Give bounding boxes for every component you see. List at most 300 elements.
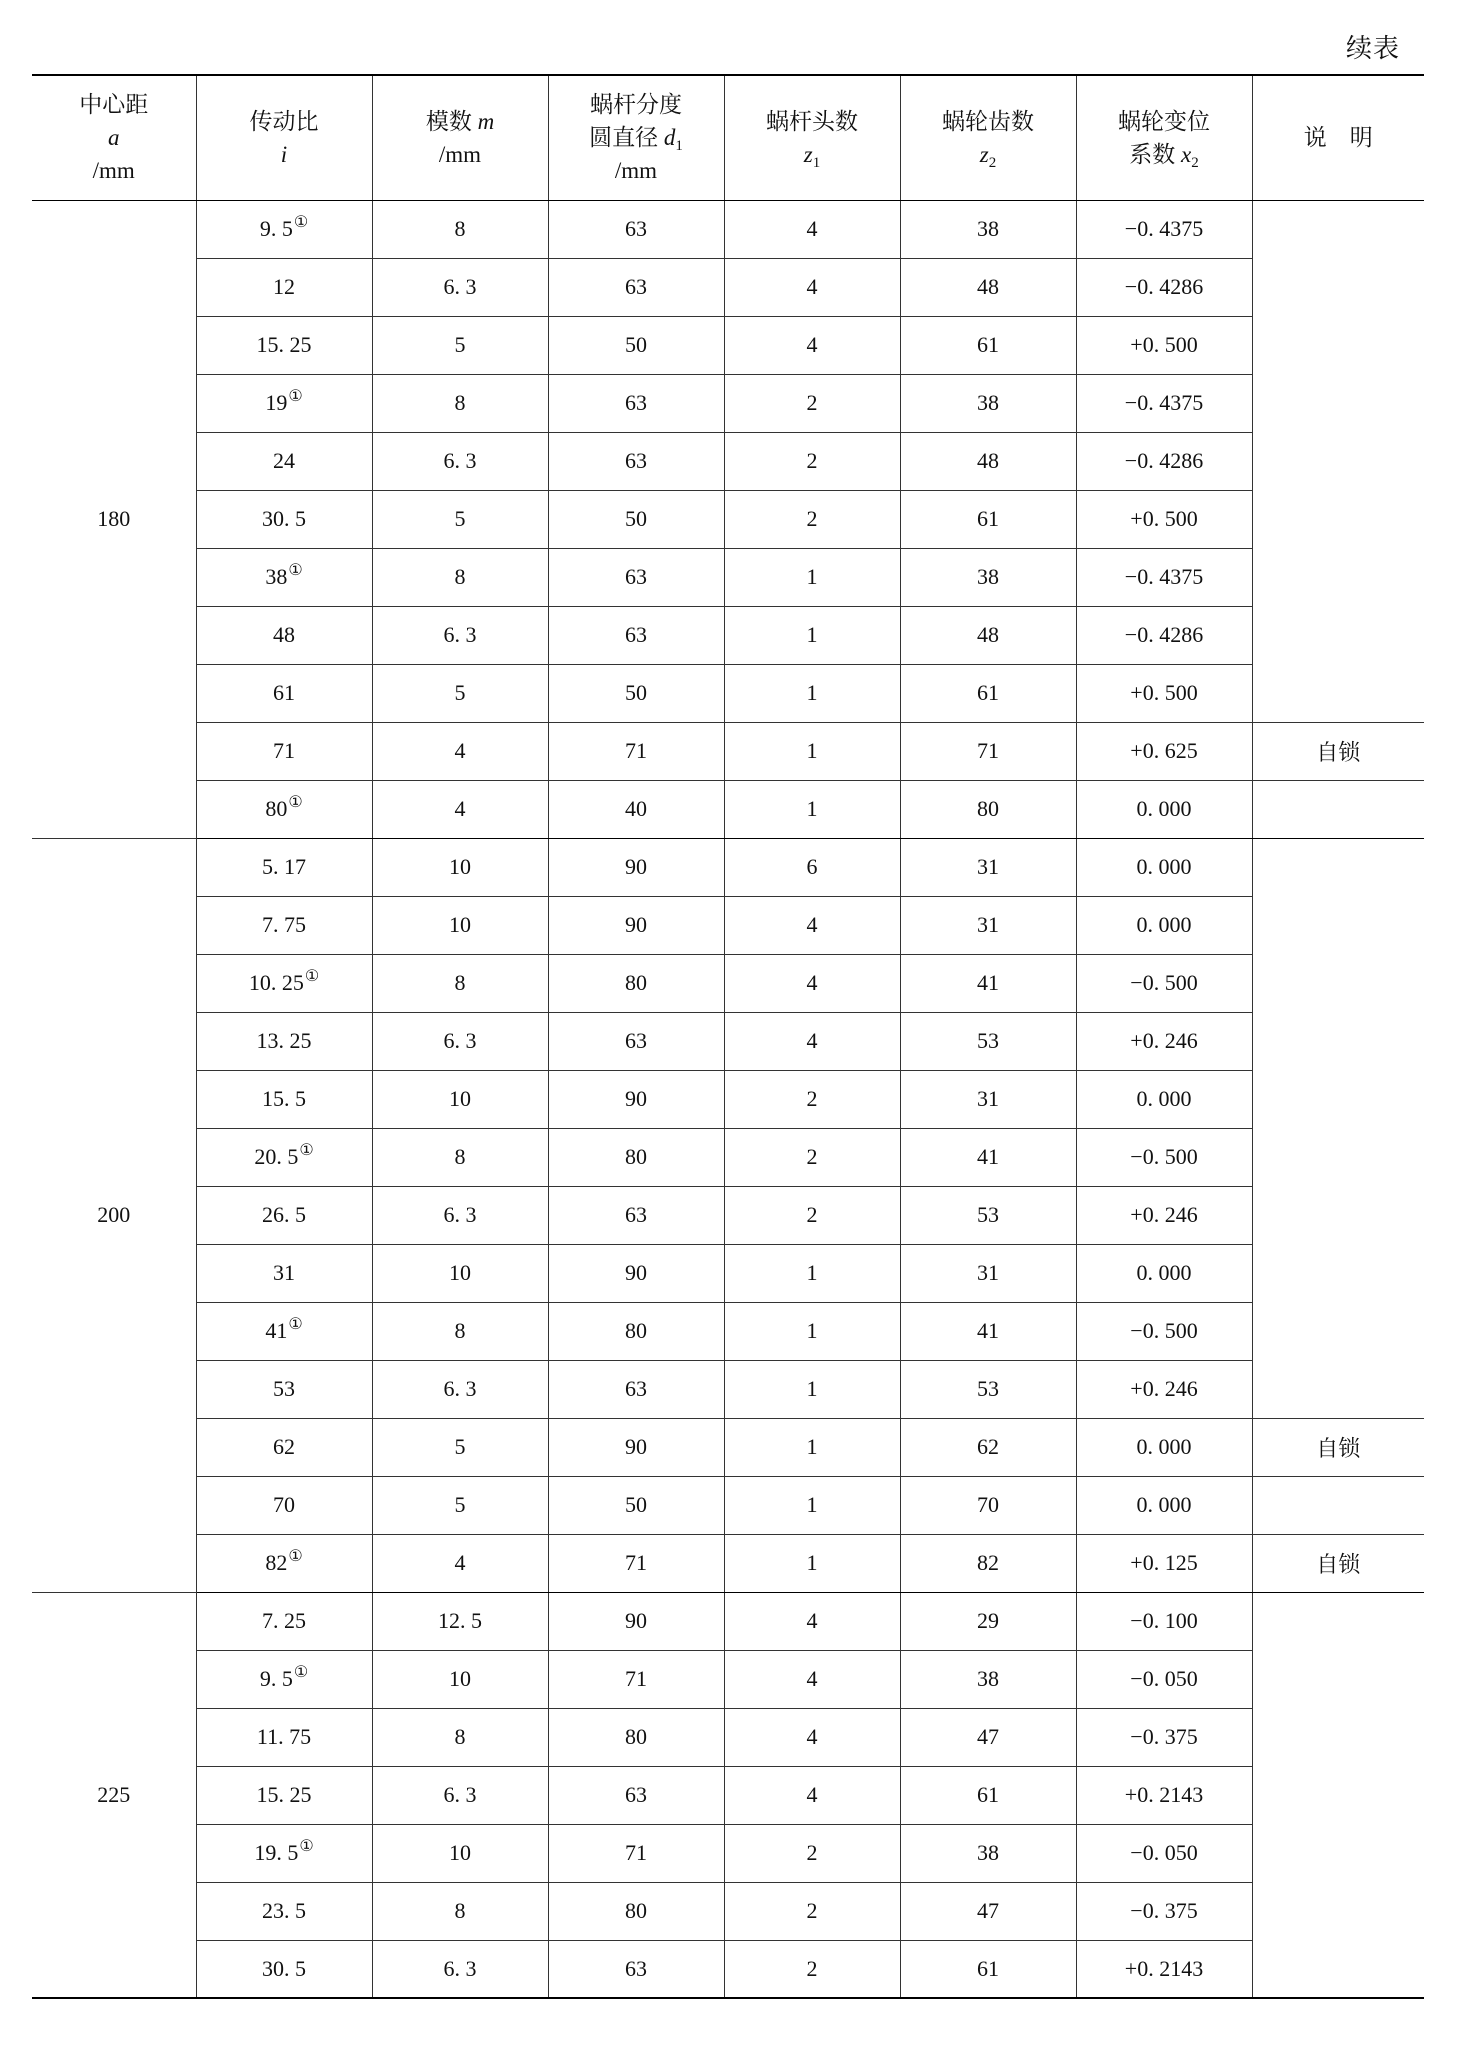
ratio-cell-value: 26. 5 xyxy=(262,1202,306,1227)
teeth-cell xyxy=(900,1824,1076,1882)
ratio-cell-value: 15. 5 xyxy=(262,1086,306,1111)
diameter-cell-value: 63 xyxy=(625,1955,647,1981)
diameter-cell xyxy=(548,548,724,606)
teeth-cell xyxy=(900,1186,1076,1244)
ratio-cell xyxy=(196,1360,372,1418)
starts-cell-value: 2 xyxy=(806,1202,818,1227)
starts-cell xyxy=(724,1476,900,1534)
footnote-mark: ① xyxy=(288,1316,303,1333)
teeth-cell xyxy=(900,200,1076,258)
module-cell-value: 10 xyxy=(449,1666,471,1691)
footnote-mark: ① xyxy=(304,968,320,985)
footnote-mark: ① xyxy=(288,388,303,405)
table-row xyxy=(32,1592,1424,1650)
table-row xyxy=(32,780,1424,838)
shift-cell-value: +0. 246 xyxy=(1130,1028,1198,1053)
shift-cell xyxy=(1076,1766,1252,1824)
shift-cell xyxy=(1076,664,1252,722)
diameter-cell xyxy=(548,664,724,722)
starts-cell xyxy=(724,606,900,664)
table-row xyxy=(32,954,1424,1012)
teeth-cell-value: 29 xyxy=(977,1608,999,1633)
starts-cell-value: 2 xyxy=(806,448,818,473)
diameter-cell-value: 80 xyxy=(625,1318,647,1343)
teeth-cell-value: 48 xyxy=(977,622,999,647)
ratio-cell xyxy=(196,606,372,664)
shift-cell-value: −0. 375 xyxy=(1130,1898,1198,1923)
footnote-mark: ① xyxy=(293,1664,309,1681)
continued-table-caption: 续表 xyxy=(1345,34,1400,63)
teeth-cell-value: 47 xyxy=(977,1724,999,1749)
module-cell-value: 8 xyxy=(454,1898,466,1923)
ratio-cell-value: 31 xyxy=(273,1260,295,1285)
module-cell xyxy=(372,374,548,432)
starts-cell-value: 2 xyxy=(806,1898,818,1923)
ratio-cell xyxy=(196,1476,372,1534)
diameter-cell xyxy=(548,1766,724,1824)
shift-cell-value: +0. 246 xyxy=(1130,1202,1198,1227)
teeth-cell xyxy=(900,1592,1076,1650)
module-cell-value: 8 xyxy=(454,1318,466,1343)
starts-cell xyxy=(724,1302,900,1360)
shift-cell-value: 0. 000 xyxy=(1136,1260,1192,1285)
table-row xyxy=(32,1186,1424,1244)
diameter-cell xyxy=(548,896,724,954)
teeth-cell xyxy=(900,1882,1076,1940)
table-row xyxy=(32,316,1424,374)
diameter-cell-value: 63 xyxy=(625,1782,647,1807)
module-cell-value: 6. 3 xyxy=(443,1028,477,1053)
starts-cell xyxy=(724,896,900,954)
shift-cell xyxy=(1076,258,1252,316)
ratio-cell xyxy=(196,1882,372,1940)
teeth-cell xyxy=(900,780,1076,838)
module-cell-value: 6. 3 xyxy=(443,1202,477,1227)
teeth-cell xyxy=(900,1766,1076,1824)
header-remark: 说 明 xyxy=(1252,75,1424,200)
module-cell xyxy=(372,1824,548,1882)
ratio-cell xyxy=(196,432,372,490)
shift-cell-value: +0. 500 xyxy=(1130,332,1198,357)
shift-cell xyxy=(1076,200,1252,258)
diameter-cell xyxy=(548,1128,724,1186)
center-distance-cell: 180 xyxy=(32,200,196,838)
ratio-cell xyxy=(196,1824,372,1882)
ratio-cell-value: 48 xyxy=(273,622,295,647)
module-cell xyxy=(372,1534,548,1592)
starts-cell xyxy=(724,432,900,490)
teeth-cell xyxy=(900,1302,1076,1360)
ratio-cell xyxy=(196,780,372,838)
module-cell xyxy=(372,780,548,838)
ratio-cell-value: 9. 5 xyxy=(259,1666,293,1691)
shift-cell-value: 0. 000 xyxy=(1136,912,1192,937)
remark-cell xyxy=(1252,838,1424,1418)
starts-cell-value: 1 xyxy=(806,622,818,647)
module-cell xyxy=(372,722,548,780)
diameter-cell-value: 50 xyxy=(625,506,647,531)
teeth-cell-value: 70 xyxy=(977,1492,999,1517)
shift-cell-value: −0. 375 xyxy=(1130,1724,1198,1749)
module-cell-value: 5 xyxy=(454,1492,466,1517)
diameter-cell-value: 90 xyxy=(625,912,647,937)
shift-cell xyxy=(1076,432,1252,490)
diameter-cell-value: 80 xyxy=(625,1724,647,1749)
teeth-cell xyxy=(900,722,1076,780)
table-row xyxy=(32,200,1424,258)
diameter-cell xyxy=(548,200,724,258)
ratio-cell xyxy=(196,664,372,722)
diameter-cell xyxy=(548,1650,724,1708)
starts-cell xyxy=(724,1766,900,1824)
starts-cell-value: 2 xyxy=(806,1955,818,1981)
table-row xyxy=(32,1476,1424,1534)
diameter-cell-value: 80 xyxy=(625,1898,647,1923)
diameter-cell-value: 63 xyxy=(625,1376,647,1401)
diameter-cell xyxy=(548,1592,724,1650)
shift-cell-value: 0. 000 xyxy=(1136,854,1192,879)
diameter-cell-value: 63 xyxy=(625,1202,647,1227)
shift-cell-value: +0. 500 xyxy=(1130,680,1198,705)
shift-cell xyxy=(1076,606,1252,664)
ratio-cell xyxy=(196,954,372,1012)
module-cell xyxy=(372,606,548,664)
starts-cell xyxy=(724,1360,900,1418)
ratio-cell-value: 71 xyxy=(273,738,295,763)
module-cell xyxy=(372,954,548,1012)
ratio-cell-value: 61 xyxy=(273,680,295,705)
shift-cell-value: −0. 100 xyxy=(1130,1608,1198,1633)
diameter-cell xyxy=(548,1244,724,1302)
starts-cell xyxy=(724,1708,900,1766)
teeth-cell xyxy=(900,606,1076,664)
starts-cell-value: 2 xyxy=(806,390,818,415)
ratio-cell xyxy=(196,1418,372,1476)
teeth-cell-value: 38 xyxy=(977,390,999,415)
module-cell xyxy=(372,1128,548,1186)
module-cell xyxy=(372,548,548,606)
diameter-cell xyxy=(548,606,724,664)
diameter-cell xyxy=(548,490,724,548)
diameter-cell-value: 90 xyxy=(625,1434,647,1459)
diameter-cell xyxy=(548,432,724,490)
teeth-cell-value: 38 xyxy=(977,1666,999,1691)
diameter-cell xyxy=(548,258,724,316)
remark-cell: 自锁 xyxy=(1252,1418,1424,1476)
ratio-cell xyxy=(196,1534,372,1592)
remark-cell: 自锁 xyxy=(1252,1534,1424,1592)
module-cell-value: 10 xyxy=(449,854,471,879)
center-distance-cell: 200 xyxy=(32,838,196,1592)
starts-cell xyxy=(724,1012,900,1070)
module-cell xyxy=(372,664,548,722)
shift-cell xyxy=(1076,1302,1252,1360)
header-worm-starts: 蜗杆头数 $z_1$ xyxy=(724,75,900,200)
starts-cell-value: 1 xyxy=(806,1376,818,1401)
ratio-cell xyxy=(196,1186,372,1244)
module-cell xyxy=(372,1940,548,1998)
module-cell-value: 10 xyxy=(449,1840,471,1865)
footnote-mark: ① xyxy=(288,794,303,811)
teeth-cell-value: 31 xyxy=(977,854,999,879)
teeth-cell xyxy=(900,1708,1076,1766)
module-cell xyxy=(372,432,548,490)
module-cell-value: 8 xyxy=(454,1724,466,1749)
header-ratio: 传动比 i xyxy=(196,75,372,200)
header-wheel-teeth: 蜗轮齿数 $z_2$ xyxy=(900,75,1076,200)
ratio-cell-value: 12 xyxy=(273,274,295,299)
ratio-cell xyxy=(196,722,372,780)
module-cell-value: 6. 3 xyxy=(443,274,477,299)
teeth-cell xyxy=(900,316,1076,374)
shift-cell xyxy=(1076,1244,1252,1302)
starts-cell xyxy=(724,1244,900,1302)
module-cell-value: 8 xyxy=(454,390,466,415)
table-row xyxy=(32,1070,1424,1128)
module-cell-value: 5 xyxy=(454,332,466,357)
starts-cell xyxy=(724,1128,900,1186)
shift-cell-value: −0. 050 xyxy=(1130,1666,1198,1691)
starts-cell xyxy=(724,1592,900,1650)
starts-cell xyxy=(724,664,900,722)
ratio-cell xyxy=(196,1244,372,1302)
shift-cell xyxy=(1076,954,1252,1012)
shift-cell-value: −0. 500 xyxy=(1130,1144,1198,1169)
teeth-cell xyxy=(900,1360,1076,1418)
diameter-cell-value: 63 xyxy=(625,274,647,299)
module-cell-value: 4 xyxy=(454,738,466,763)
starts-cell-value: 1 xyxy=(806,738,818,763)
table-row xyxy=(32,1534,1424,1592)
module-cell xyxy=(372,316,548,374)
table-row xyxy=(32,1882,1424,1940)
shift-cell xyxy=(1076,1708,1252,1766)
ratio-cell-value: 70 xyxy=(273,1492,295,1517)
module-cell xyxy=(372,1882,548,1940)
header-worm-diameter: 蜗杆分度 圆直径 $d_1$ /mm xyxy=(548,75,724,200)
diameter-cell-value: 63 xyxy=(625,216,647,241)
starts-cell xyxy=(724,200,900,258)
shift-cell-value: 0. 000 xyxy=(1136,1492,1192,1517)
starts-cell xyxy=(724,490,900,548)
table-row xyxy=(32,896,1424,954)
ratio-cell xyxy=(196,200,372,258)
module-cell-value: 4 xyxy=(454,1550,466,1575)
table-row xyxy=(32,548,1424,606)
ratio-cell xyxy=(196,1302,372,1360)
starts-cell-value: 1 xyxy=(806,1260,818,1285)
module-cell-value: 8 xyxy=(454,970,466,995)
starts-cell xyxy=(724,1186,900,1244)
starts-cell xyxy=(724,374,900,432)
module-cell-value: 8 xyxy=(454,564,466,589)
diameter-cell-value: 80 xyxy=(625,1144,647,1169)
ratio-cell xyxy=(196,258,372,316)
teeth-cell xyxy=(900,490,1076,548)
teeth-cell-value: 61 xyxy=(977,1782,999,1807)
ratio-cell xyxy=(196,838,372,896)
teeth-cell-value: 53 xyxy=(977,1028,999,1053)
ratio-cell-value: 30. 5 xyxy=(262,1955,306,1981)
starts-cell xyxy=(724,1824,900,1882)
ratio-cell-value: 41 xyxy=(265,1318,288,1343)
ratio-cell xyxy=(196,1592,372,1650)
starts-cell-value: 2 xyxy=(806,1144,818,1169)
shift-cell xyxy=(1076,838,1252,896)
teeth-cell-value: 48 xyxy=(977,274,999,299)
shift-cell xyxy=(1076,1592,1252,1650)
diameter-cell-value: 63 xyxy=(625,390,647,415)
teeth-cell-value: 48 xyxy=(977,448,999,473)
table-row xyxy=(32,606,1424,664)
shift-cell-value: +0. 125 xyxy=(1130,1550,1198,1575)
teeth-cell-value: 61 xyxy=(977,332,999,357)
diameter-cell xyxy=(548,1302,724,1360)
worm-gear-parameter-table xyxy=(32,74,1424,1999)
ratio-cell xyxy=(196,1940,372,1998)
diameter-cell xyxy=(548,722,724,780)
starts-cell-value: 4 xyxy=(806,332,818,357)
diameter-cell xyxy=(548,1012,724,1070)
teeth-cell xyxy=(900,548,1076,606)
diameter-cell-value: 63 xyxy=(625,1028,647,1053)
starts-cell-value: 1 xyxy=(806,1434,818,1459)
diameter-cell-value: 90 xyxy=(625,1086,647,1111)
ratio-cell-value: 24 xyxy=(273,448,295,473)
teeth-cell xyxy=(900,954,1076,1012)
diameter-cell xyxy=(548,1476,724,1534)
module-cell xyxy=(372,1418,548,1476)
table-row xyxy=(32,1012,1424,1070)
ratio-cell-value: 9. 5 xyxy=(259,216,293,241)
shift-cell xyxy=(1076,1534,1252,1592)
starts-cell-value: 1 xyxy=(806,1318,818,1343)
table-row xyxy=(32,1766,1424,1824)
diameter-cell xyxy=(548,1186,724,1244)
module-cell-value: 10 xyxy=(449,1086,471,1111)
shift-cell-value: −0. 500 xyxy=(1130,970,1198,995)
starts-cell-value: 4 xyxy=(806,912,818,937)
shift-cell xyxy=(1076,1418,1252,1476)
table-body xyxy=(32,200,1424,1998)
teeth-cell xyxy=(900,258,1076,316)
diameter-cell-value: 63 xyxy=(625,564,647,589)
diameter-cell-value: 90 xyxy=(625,1260,647,1285)
remark-cell xyxy=(1252,1476,1424,1534)
module-cell xyxy=(372,896,548,954)
ratio-cell xyxy=(196,316,372,374)
table-row xyxy=(32,1128,1424,1186)
starts-cell xyxy=(724,548,900,606)
starts-cell-value: 2 xyxy=(806,506,818,531)
shift-cell xyxy=(1076,1360,1252,1418)
shift-cell-value: +0. 246 xyxy=(1130,1376,1198,1401)
module-cell xyxy=(372,490,548,548)
table-row xyxy=(32,722,1424,780)
diameter-cell xyxy=(548,1824,724,1882)
ratio-cell-value: 82 xyxy=(265,1550,288,1575)
diameter-cell-value: 71 xyxy=(625,1550,647,1575)
module-cell xyxy=(372,1012,548,1070)
teeth-cell-value: 31 xyxy=(977,1260,999,1285)
diameter-cell-value: 71 xyxy=(625,738,647,763)
teeth-cell-value: 41 xyxy=(977,1318,999,1343)
ratio-cell-value: 20. 5 xyxy=(254,1144,299,1169)
shift-cell xyxy=(1076,1940,1252,1998)
shift-cell-value: 0. 000 xyxy=(1136,1086,1192,1111)
shift-cell xyxy=(1076,1128,1252,1186)
ratio-cell-value: 13. 25 xyxy=(256,1028,312,1053)
shift-cell-value: −0. 050 xyxy=(1130,1840,1198,1865)
ratio-cell xyxy=(196,1012,372,1070)
starts-cell-value: 1 xyxy=(806,1492,818,1517)
shift-cell xyxy=(1076,780,1252,838)
starts-cell-value: 4 xyxy=(806,274,818,299)
module-cell-value: 6. 3 xyxy=(443,448,477,473)
starts-cell-value: 2 xyxy=(806,1840,818,1865)
table-row xyxy=(32,1302,1424,1360)
header-row xyxy=(32,75,1424,200)
footnote-mark: ① xyxy=(299,1142,314,1159)
ratio-cell xyxy=(196,1650,372,1708)
diameter-cell xyxy=(548,1708,724,1766)
ratio-cell-value: 38 xyxy=(265,564,288,589)
table-row xyxy=(32,1940,1424,1998)
diameter-cell xyxy=(548,1940,724,1998)
table-row xyxy=(32,838,1424,896)
module-cell xyxy=(372,1186,548,1244)
ratio-cell xyxy=(196,1070,372,1128)
starts-cell-value: 1 xyxy=(806,796,818,821)
ratio-cell-value: 19 xyxy=(265,390,288,415)
ratio-cell xyxy=(196,1766,372,1824)
diameter-cell-value: 50 xyxy=(625,1492,647,1517)
module-cell xyxy=(372,838,548,896)
shift-cell-value: −0. 500 xyxy=(1130,1318,1198,1343)
starts-cell xyxy=(724,1070,900,1128)
teeth-cell-value: 53 xyxy=(977,1376,999,1401)
diameter-cell-value: 63 xyxy=(625,622,647,647)
module-cell xyxy=(372,1476,548,1534)
module-cell xyxy=(372,1766,548,1824)
table-row xyxy=(32,664,1424,722)
shift-cell-value: −0. 4375 xyxy=(1124,216,1204,241)
module-cell-value: 10 xyxy=(449,1260,471,1285)
starts-cell-value: 4 xyxy=(806,1666,818,1691)
teeth-cell xyxy=(900,1012,1076,1070)
teeth-cell xyxy=(900,432,1076,490)
ratio-cell-value: 11. 75 xyxy=(256,1724,312,1749)
diameter-cell-value: 50 xyxy=(625,332,647,357)
diameter-cell xyxy=(548,316,724,374)
ratio-cell xyxy=(196,1128,372,1186)
shift-cell-value: +0. 625 xyxy=(1130,738,1198,763)
starts-cell-value: 4 xyxy=(806,216,818,241)
ratio-cell-value: 62 xyxy=(273,1434,295,1459)
starts-cell xyxy=(724,954,900,1012)
ratio-cell-value: 7. 75 xyxy=(262,912,306,937)
teeth-cell xyxy=(900,838,1076,896)
teeth-cell xyxy=(900,896,1076,954)
footnote-mark: ① xyxy=(288,562,303,579)
module-cell-value: 5 xyxy=(454,680,466,705)
teeth-cell-value: 61 xyxy=(977,680,999,705)
module-cell-value: 12. 5 xyxy=(438,1608,482,1633)
starts-cell xyxy=(724,780,900,838)
table-row xyxy=(32,432,1424,490)
diameter-cell xyxy=(548,1418,724,1476)
table-row xyxy=(32,1418,1424,1476)
